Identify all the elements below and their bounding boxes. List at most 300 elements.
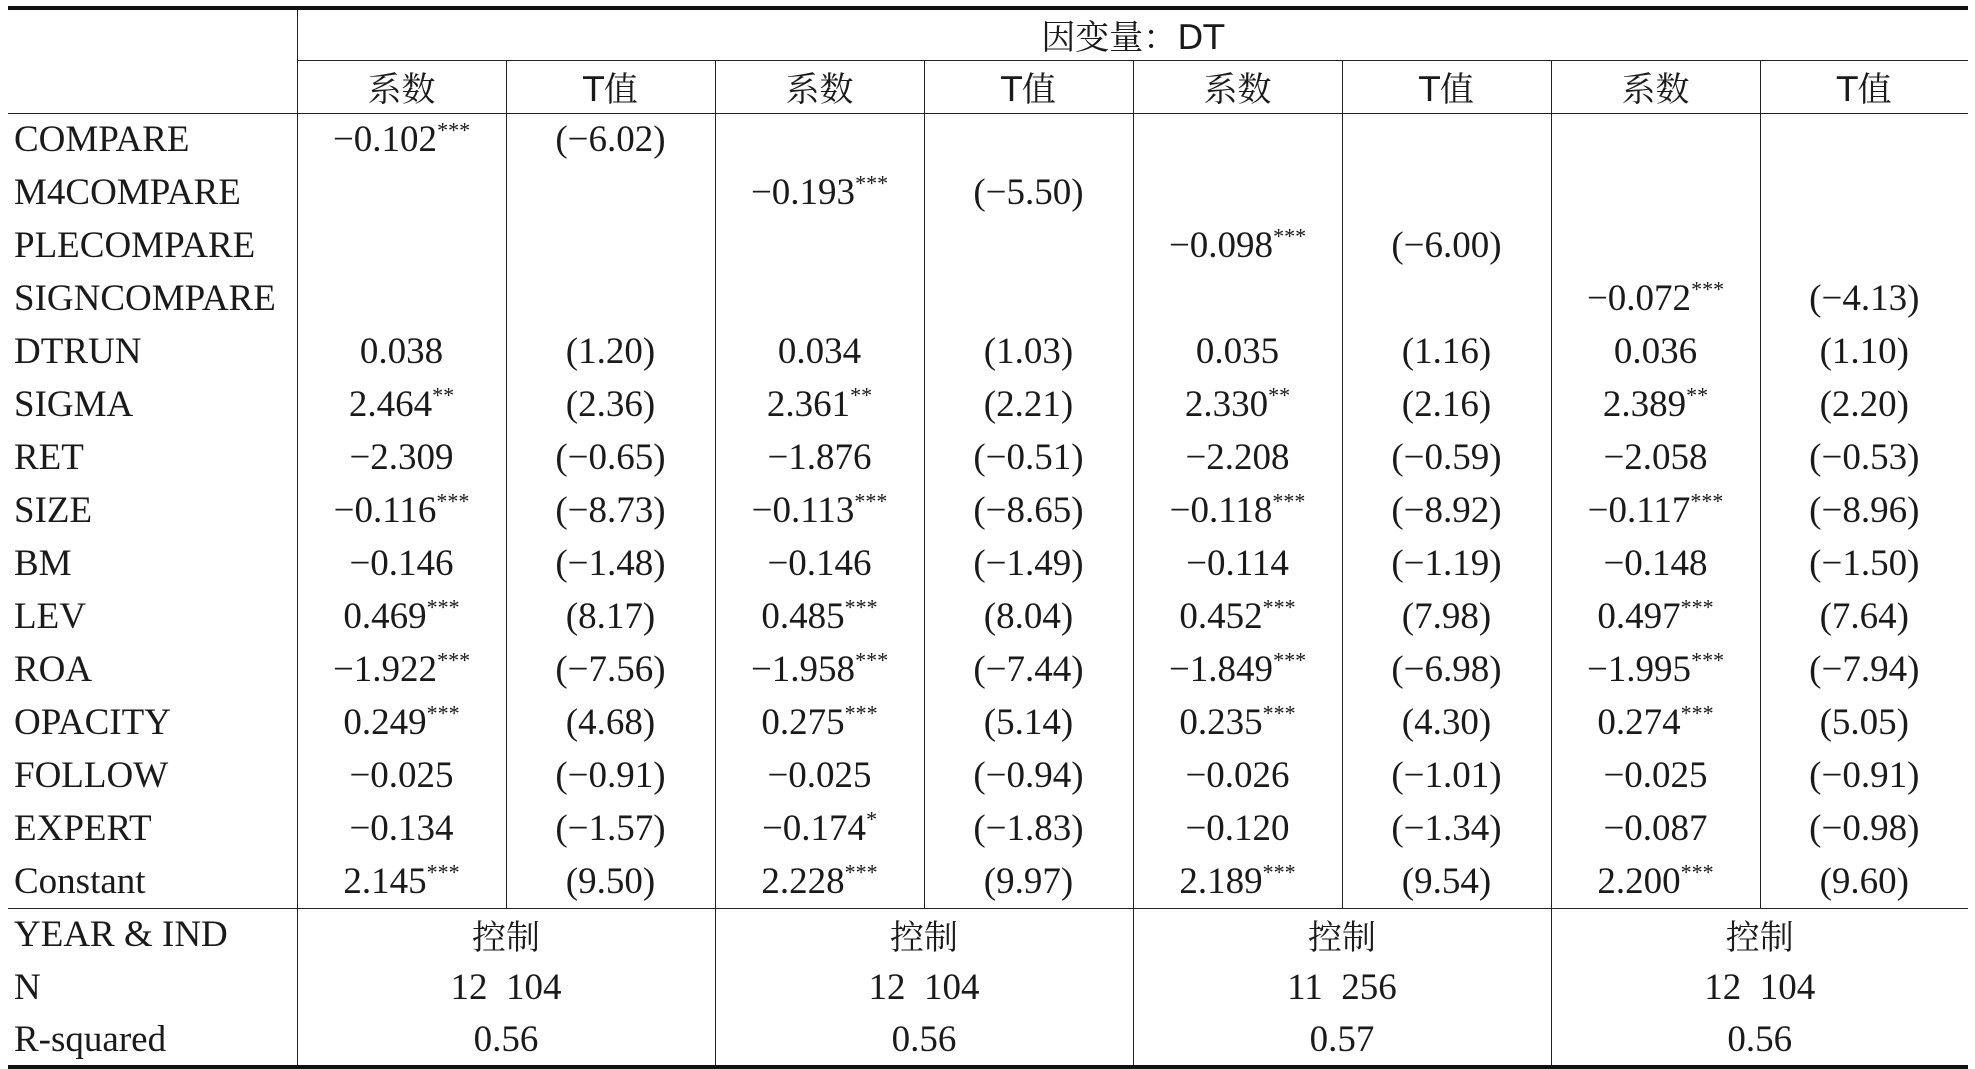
tvalue-cell — [1760, 590, 1968, 643]
cell-value: (−8.92) — [1391, 490, 1502, 531]
cell-value: 0.036 — [1613, 331, 1698, 372]
tvalue-cell — [1760, 802, 1968, 855]
tvalue-cell — [924, 590, 1133, 643]
tvalue-cell — [924, 431, 1133, 484]
row-label: FOLLOW — [8, 749, 297, 802]
tvalue-cell — [924, 855, 1133, 908]
header-row-dependent — [8, 8, 1968, 60]
coef-cell — [1133, 643, 1342, 696]
significance-stars: *** — [426, 594, 460, 620]
cell-value: (1.16) — [1401, 331, 1492, 372]
significance-stars: ** — [1686, 382, 1709, 408]
significance-stars: *** — [437, 117, 471, 143]
coef-cell — [1133, 537, 1342, 590]
cell-value: (9.54) — [1401, 860, 1492, 902]
coef-cell — [1551, 643, 1760, 696]
coef-cell — [1551, 537, 1760, 590]
coef-cell — [1133, 749, 1342, 802]
col-header-coef: 系数 — [1551, 60, 1760, 113]
footer-value: 控制 — [1725, 918, 1794, 959]
cell-value: −0.098 — [1168, 225, 1274, 266]
tvalue-cell — [1760, 643, 1968, 696]
cell-value: (−7.44) — [973, 649, 1084, 690]
footer-value: 控制 — [1133, 908, 1551, 961]
cell-value: −0.117 — [1587, 490, 1691, 531]
tvalue-cell — [1342, 113, 1551, 166]
cell-value: (2.21) — [983, 384, 1074, 425]
coef-cell — [1551, 749, 1760, 802]
significance-stars: *** — [426, 700, 460, 726]
cell-value: (−0.91) — [555, 755, 666, 796]
col-header-tvalue: T值 — [1342, 60, 1551, 113]
table-row — [8, 855, 1968, 908]
footer-value: 控制 — [715, 908, 1133, 961]
significance-stars: *** — [1273, 647, 1307, 673]
tvalue-cell — [1342, 325, 1551, 378]
tvalue-cell — [924, 802, 1133, 855]
tvalue-cell — [506, 537, 715, 590]
coef-cell — [297, 166, 506, 219]
coef-cell — [715, 378, 924, 431]
tvalue-cell — [506, 166, 715, 219]
footer-row — [8, 1014, 1968, 1067]
cell-value: −0.134 — [349, 808, 454, 849]
row-label: ROA — [8, 643, 297, 696]
cell-value: (−7.94) — [1809, 649, 1920, 690]
significance-stars: * — [866, 806, 878, 832]
tvalue-cell — [1342, 855, 1551, 908]
table-row — [8, 484, 1968, 537]
cell-value: (9.50) — [565, 860, 656, 902]
cell-value: (8.17) — [565, 596, 656, 637]
significance-stars: *** — [1691, 647, 1725, 673]
cell-value: −1.849 — [1168, 649, 1274, 690]
coef-cell — [1551, 219, 1760, 272]
cell-value: (−1.57) — [555, 808, 666, 849]
col-header-tvalue: T值 — [1760, 60, 1968, 113]
table-row — [8, 749, 1968, 802]
cell-value: 0.485 — [761, 596, 845, 637]
significance-stars: *** — [1680, 859, 1714, 885]
significance-stars: *** — [855, 170, 889, 196]
table-row — [8, 113, 1968, 166]
significance-stars: ** — [432, 382, 455, 408]
cell-value: −0.102 — [332, 119, 438, 161]
coef-cell — [715, 431, 924, 484]
coef-cell — [715, 537, 924, 590]
coef-cell — [297, 113, 506, 166]
tvalue-cell — [924, 484, 1133, 537]
coef-cell — [715, 166, 924, 219]
tvalue-cell — [1342, 802, 1551, 855]
tvalue-cell — [1760, 431, 1968, 484]
cell-value: −0.146 — [767, 543, 872, 584]
cell-value: (−5.50) — [973, 172, 1084, 213]
cell-value: (7.64) — [1819, 596, 1909, 637]
cell-value: −1.958 — [750, 649, 856, 690]
significance-stars: *** — [855, 647, 889, 673]
significance-stars: *** — [1262, 594, 1296, 620]
tvalue-cell — [506, 431, 715, 484]
coef-cell — [715, 590, 924, 643]
cell-value: 0.452 — [1179, 596, 1263, 637]
coef-cell — [1551, 696, 1760, 749]
cell-value: −0.146 — [349, 543, 454, 584]
significance-stars: *** — [1272, 488, 1306, 514]
tvalue-cell — [1760, 855, 1968, 908]
significance-stars: *** — [844, 700, 878, 726]
header-row-columns — [8, 60, 1968, 113]
cell-value: −0.114 — [1186, 543, 1289, 584]
cell-value: −0.025 — [349, 755, 454, 796]
coef-cell — [1551, 113, 1760, 166]
coef-cell — [1133, 378, 1342, 431]
tvalue-cell — [1342, 643, 1551, 696]
table-row — [8, 643, 1968, 696]
table-row — [8, 272, 1968, 325]
row-label: OPACITY — [8, 696, 297, 749]
coef-cell — [1551, 484, 1760, 537]
cell-value: −0.113 — [751, 490, 855, 531]
cell-value: −0.120 — [1185, 808, 1290, 849]
row-label: EXPERT — [8, 802, 297, 855]
tvalue-cell — [1342, 537, 1551, 590]
coef-cell — [715, 219, 924, 272]
row-label: PLECOMPARE — [8, 219, 297, 272]
significance-stars: *** — [844, 594, 878, 620]
coef-cell — [715, 749, 924, 802]
cell-value: (2.20) — [1819, 384, 1909, 425]
tvalue-cell — [924, 537, 1133, 590]
tvalue-cell — [1760, 113, 1968, 166]
tvalue-cell — [924, 696, 1133, 749]
coef-cell — [297, 802, 506, 855]
coef-cell — [1551, 378, 1760, 431]
tvalue-cell — [1342, 166, 1551, 219]
cell-value: 2.189 — [1179, 860, 1263, 902]
significance-stars: *** — [426, 859, 460, 885]
cell-value: −1.922 — [332, 649, 438, 690]
cell-value: 0.249 — [343, 702, 427, 743]
cell-value: (−8.65) — [973, 490, 1084, 531]
tvalue-cell — [924, 643, 1133, 696]
cell-value: (−0.65) — [555, 437, 666, 478]
cell-value: −0.026 — [1185, 755, 1290, 796]
cell-value: −0.087 — [1603, 808, 1708, 849]
coef-cell — [1133, 325, 1342, 378]
cell-value: (−0.91) — [1809, 755, 1920, 796]
tvalue-cell — [1760, 537, 1968, 590]
footer-value: 0.57 — [1133, 1014, 1551, 1067]
footer-value: 12 104 — [715, 961, 1133, 1014]
cell-value: 2.464 — [348, 384, 433, 425]
tvalue-cell — [506, 378, 715, 431]
header-corner — [8, 8, 297, 60]
coef-cell — [1133, 696, 1342, 749]
tvalue-cell — [1760, 484, 1968, 537]
col-header-tvalue: T值 — [924, 60, 1133, 113]
footer-row — [8, 961, 1968, 1014]
tvalue-cell — [924, 166, 1133, 219]
cell-value: (−7.56) — [555, 649, 666, 690]
coef-cell — [1551, 590, 1760, 643]
tvalue-cell — [924, 113, 1133, 166]
cell-value: 2.228 — [761, 860, 845, 902]
tvalue-cell — [1760, 696, 1968, 749]
coef-cell — [1133, 431, 1342, 484]
footer-value: 12 104 — [1704, 967, 1816, 1008]
cell-value: (1.03) — [983, 331, 1074, 372]
footer-value: 0.56 — [715, 1014, 1133, 1067]
footer-value: 11 256 — [1133, 961, 1551, 1014]
footer-row — [8, 908, 1968, 961]
significance-stars: *** — [1262, 859, 1296, 885]
row-label: BM — [8, 537, 297, 590]
significance-stars: *** — [1680, 700, 1714, 726]
row-label: SIGMA — [8, 378, 297, 431]
coef-cell — [297, 272, 506, 325]
significance-stars: *** — [1680, 594, 1714, 620]
regression-table — [8, 6, 1968, 1069]
coef-cell — [297, 643, 506, 696]
footer-value: 0.56 — [297, 1014, 715, 1067]
cell-value: −1.995 — [1586, 649, 1692, 690]
cell-value: (−1.34) — [1391, 808, 1502, 849]
cell-value: −2.309 — [349, 437, 454, 478]
cell-value: (−1.50) — [1809, 543, 1920, 584]
cell-value: −0.118 — [1169, 490, 1273, 531]
table-row — [8, 431, 1968, 484]
cell-value: (−4.13) — [1809, 278, 1920, 319]
coef-cell — [1551, 325, 1760, 378]
cell-value: 0.035 — [1195, 331, 1280, 372]
cell-value: (−8.96) — [1809, 490, 1920, 531]
significance-stars: *** — [436, 488, 470, 514]
tvalue-cell — [924, 219, 1133, 272]
tvalue-cell — [1760, 325, 1968, 378]
coef-cell — [1551, 802, 1760, 855]
coef-cell — [297, 431, 506, 484]
cell-value: (−1.19) — [1391, 543, 1502, 584]
cell-value: (−1.48) — [555, 543, 666, 584]
cell-value: −0.174 — [761, 808, 867, 849]
cell-value: (−0.94) — [973, 755, 1084, 796]
cell-value: (2.16) — [1401, 384, 1492, 425]
coef-cell — [297, 378, 506, 431]
tvalue-cell — [1760, 749, 1968, 802]
significance-stars: *** — [437, 647, 471, 673]
cell-value: (5.05) — [1819, 702, 1909, 743]
table-row — [8, 325, 1968, 378]
coef-cell — [297, 855, 506, 908]
table-row — [8, 696, 1968, 749]
coef-cell — [297, 325, 506, 378]
tvalue-cell — [1342, 749, 1551, 802]
tvalue-cell — [924, 749, 1133, 802]
coef-cell — [715, 484, 924, 537]
coef-cell — [297, 749, 506, 802]
coef-cell — [1133, 484, 1342, 537]
row-label: SIZE — [8, 484, 297, 537]
table-row — [8, 378, 1968, 431]
cell-value: (−0.98) — [1809, 808, 1920, 849]
footer-value: 12 104 — [297, 961, 715, 1014]
significance-stars: *** — [854, 488, 888, 514]
footer-label: R-squared — [8, 1014, 297, 1067]
cell-value: 0.038 — [359, 331, 444, 372]
coef-cell — [297, 696, 506, 749]
significance-stars: *** — [844, 859, 878, 885]
cell-value: (−6.00) — [1391, 225, 1502, 266]
row-label: COMPARE — [8, 113, 297, 166]
tvalue-cell — [1342, 431, 1551, 484]
coef-cell — [1551, 166, 1760, 219]
tvalue-cell — [506, 590, 715, 643]
tvalue-cell — [1342, 696, 1551, 749]
cell-value: (2.36) — [565, 384, 656, 425]
significance-stars: *** — [1691, 276, 1725, 302]
coef-cell — [297, 484, 506, 537]
table-row — [8, 537, 1968, 590]
tvalue-cell — [1342, 219, 1551, 272]
coef-cell — [715, 802, 924, 855]
table-row — [8, 802, 1968, 855]
tvalue-cell — [1760, 272, 1968, 325]
cell-value: (−1.49) — [973, 543, 1084, 584]
table-row — [8, 166, 1968, 219]
cell-value: −0.193 — [750, 172, 856, 213]
tvalue-cell — [1342, 590, 1551, 643]
tvalue-cell — [506, 855, 715, 908]
coef-cell — [297, 219, 506, 272]
significance-stars: *** — [1690, 488, 1724, 514]
tvalue-cell — [1342, 272, 1551, 325]
cell-value: −0.025 — [1603, 755, 1708, 796]
cell-value: −1.876 — [767, 437, 872, 478]
cell-value: (−1.01) — [1391, 755, 1502, 796]
cell-value: (4.30) — [1401, 702, 1492, 743]
coef-cell — [1133, 802, 1342, 855]
tvalue-cell — [506, 272, 715, 325]
footer-value: 0.56 — [1551, 1014, 1968, 1067]
cell-value: 0.235 — [1179, 702, 1263, 743]
significance-stars: ** — [850, 382, 873, 408]
cell-value: −0.148 — [1603, 543, 1708, 584]
row-label: Constant — [8, 855, 297, 908]
cell-value: (5.14) — [983, 702, 1074, 743]
cell-value: (4.68) — [565, 702, 656, 743]
row-label: SIGNCOMPARE — [8, 272, 297, 325]
dependent-variable-header: 因变量：DT — [297, 8, 1968, 60]
cell-value: 2.200 — [1597, 860, 1681, 902]
tvalue-cell — [1342, 484, 1551, 537]
coef-cell — [1551, 272, 1760, 325]
cell-value: (−0.53) — [1809, 437, 1920, 478]
col-header-coef: 系数 — [297, 60, 506, 113]
coef-cell — [1551, 855, 1760, 908]
tvalue-cell — [506, 749, 715, 802]
footer-label: N — [8, 961, 297, 1014]
footer-label: YEAR & IND — [8, 908, 297, 961]
coef-cell — [715, 855, 924, 908]
coef-cell — [715, 272, 924, 325]
cell-value: (−6.02) — [555, 119, 666, 161]
tvalue-cell — [924, 378, 1133, 431]
coef-cell — [1551, 431, 1760, 484]
tvalue-cell — [924, 325, 1133, 378]
coef-cell — [715, 325, 924, 378]
cell-value: 2.145 — [343, 860, 427, 902]
coef-cell — [1133, 590, 1342, 643]
tvalue-cell — [506, 484, 715, 537]
cell-value: (7.98) — [1401, 596, 1492, 637]
coef-cell — [715, 696, 924, 749]
coef-cell — [1133, 166, 1342, 219]
tvalue-cell — [506, 325, 715, 378]
tvalue-cell — [1760, 166, 1968, 219]
row-label: DTRUN — [8, 325, 297, 378]
coef-cell — [715, 643, 924, 696]
cell-value: 0.275 — [761, 702, 845, 743]
col-header-coef: 系数 — [1133, 60, 1342, 113]
tvalue-cell — [506, 696, 715, 749]
col-header-tvalue: T值 — [506, 60, 715, 113]
row-label: LEV — [8, 590, 297, 643]
tvalue-cell — [506, 219, 715, 272]
row-label: M4COMPARE — [8, 166, 297, 219]
coef-cell — [297, 590, 506, 643]
significance-stars: *** — [1262, 700, 1296, 726]
tvalue-cell — [506, 643, 715, 696]
table-row — [8, 219, 1968, 272]
table-row — [8, 590, 1968, 643]
coef-cell — [1133, 113, 1342, 166]
cell-value: (−0.59) — [1391, 437, 1502, 478]
tvalue-cell — [1760, 219, 1968, 272]
coef-cell — [1133, 855, 1342, 908]
cell-value: 0.469 — [343, 596, 427, 637]
cell-value: (−8.73) — [555, 490, 666, 531]
cell-value: 0.274 — [1597, 702, 1681, 743]
cell-value: (1.10) — [1819, 331, 1909, 372]
coef-cell — [297, 537, 506, 590]
tvalue-cell — [1760, 378, 1968, 431]
cell-value: −0.072 — [1586, 278, 1692, 319]
significance-stars: ** — [1268, 382, 1291, 408]
tvalue-cell — [506, 113, 715, 166]
cell-value: −0.116 — [333, 490, 437, 531]
cell-value: 0.497 — [1597, 596, 1681, 637]
col-header-coef: 系数 — [715, 60, 924, 113]
row-label: RET — [8, 431, 297, 484]
cell-value: −2.208 — [1185, 437, 1290, 478]
header-corner-lower — [8, 60, 297, 113]
cell-value: (−6.98) — [1391, 649, 1502, 690]
cell-value: −0.025 — [767, 755, 872, 796]
cell-value: (9.60) — [1819, 860, 1909, 902]
cell-value: (1.20) — [565, 331, 656, 372]
cell-value: 2.330 — [1184, 384, 1269, 425]
tvalue-cell — [924, 272, 1133, 325]
cell-value: 2.389 — [1602, 384, 1687, 425]
footer-value: 控制 — [297, 908, 715, 961]
cell-value: 0.034 — [777, 331, 862, 372]
cell-value: −2.058 — [1603, 437, 1708, 478]
significance-stars: *** — [1273, 223, 1307, 249]
tvalue-cell — [1342, 378, 1551, 431]
coef-cell — [715, 113, 924, 166]
coef-cell — [1133, 272, 1342, 325]
